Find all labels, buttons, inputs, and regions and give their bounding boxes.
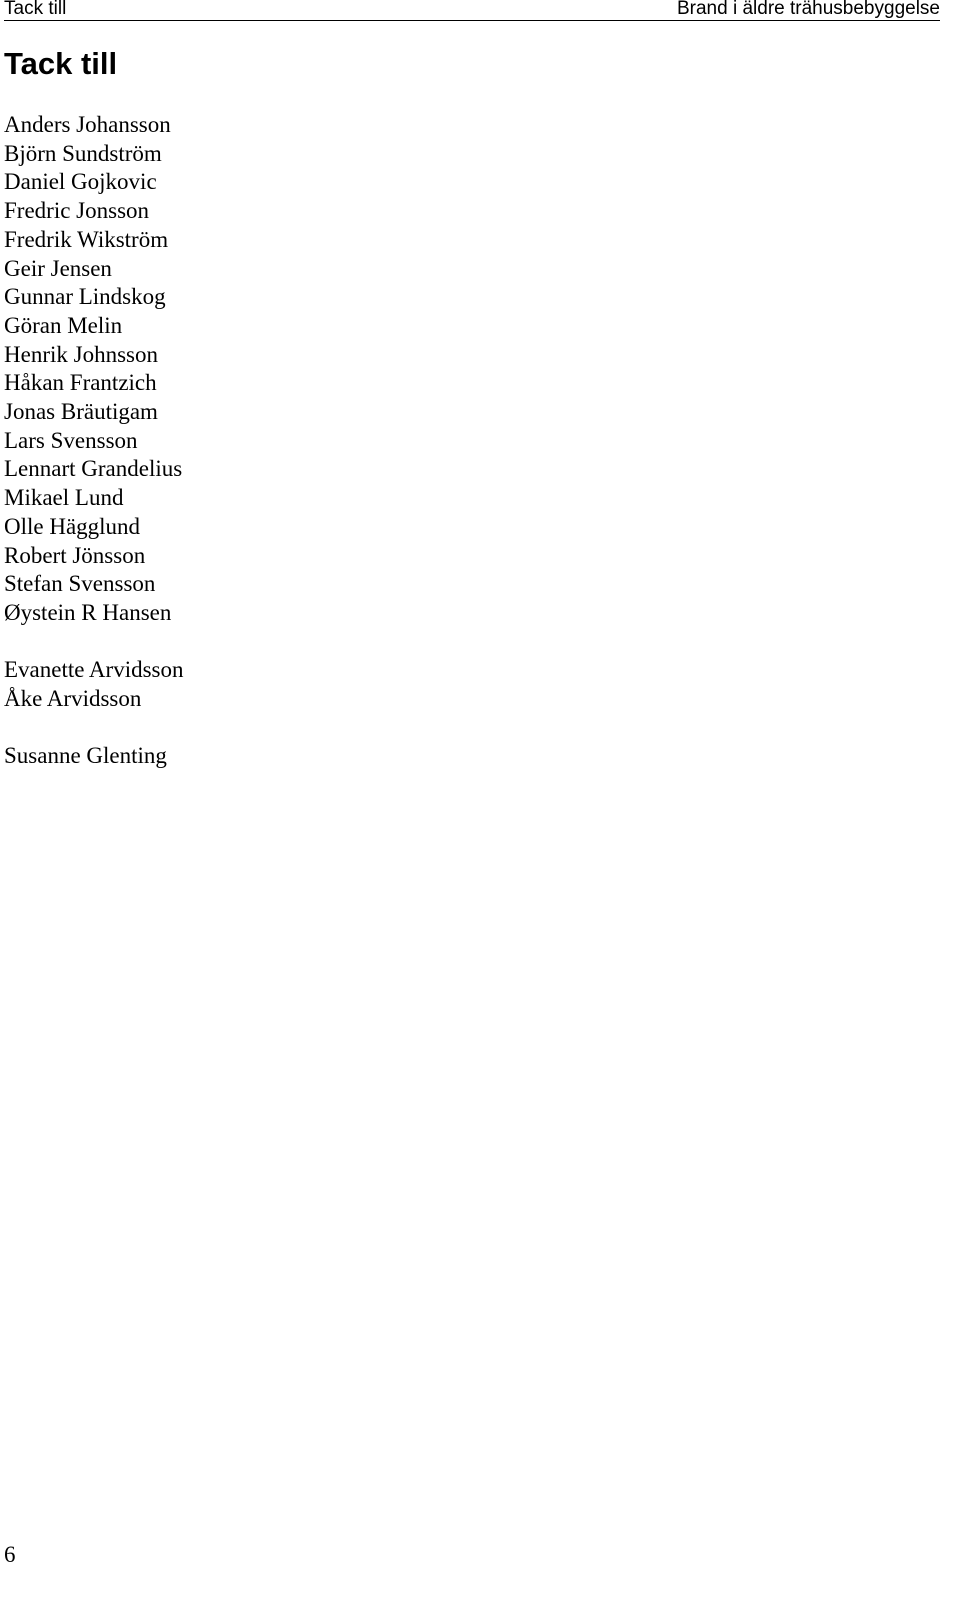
header-chapter-title: Tack till xyxy=(4,0,67,19)
running-header xyxy=(4,0,940,21)
list-item: Lennart Grandelius xyxy=(4,456,183,482)
list-item: Geir Jensen xyxy=(4,255,112,281)
list-item: Stefan Svensson xyxy=(4,571,156,597)
list-item: Lars Svensson xyxy=(4,427,138,453)
list-item: Robert Jönsson xyxy=(4,542,146,568)
acknowledgement-list-tertiary xyxy=(4,742,167,771)
list-item: Fredrik Wikström xyxy=(4,226,169,252)
list-item: Jonas Bräutigam xyxy=(4,399,158,425)
list-item: Håkan Frantzich xyxy=(4,370,157,396)
header-document-title: Brand i äldre trähusbebyggelse xyxy=(676,0,940,19)
page-title: Tack till xyxy=(4,46,118,81)
acknowledgement-list-primary xyxy=(4,111,182,628)
list-item: Gunnar Lindskog xyxy=(4,284,166,310)
list-item: Göran Melin xyxy=(4,312,123,338)
list-item: Øystein R Hansen xyxy=(4,599,172,625)
list-item: Anders Johansson xyxy=(4,112,171,137)
page-number: 6 xyxy=(4,1542,16,1567)
list-item: Daniel Gojkovic xyxy=(4,169,157,195)
list-item: Henrik Johnsson xyxy=(4,341,158,367)
list-item: Evanette Arvidsson xyxy=(4,657,184,682)
list-item: Olle Hägglund xyxy=(4,513,141,539)
list-item: Björn Sundström xyxy=(4,140,162,166)
list-item: Susanne Glenting xyxy=(4,743,167,768)
list-item: Åke Arvidsson xyxy=(4,685,142,711)
list-item: Fredric Jonsson xyxy=(4,198,150,224)
acknowledgement-list-secondary xyxy=(4,656,184,713)
list-item: Mikael Lund xyxy=(4,485,124,511)
